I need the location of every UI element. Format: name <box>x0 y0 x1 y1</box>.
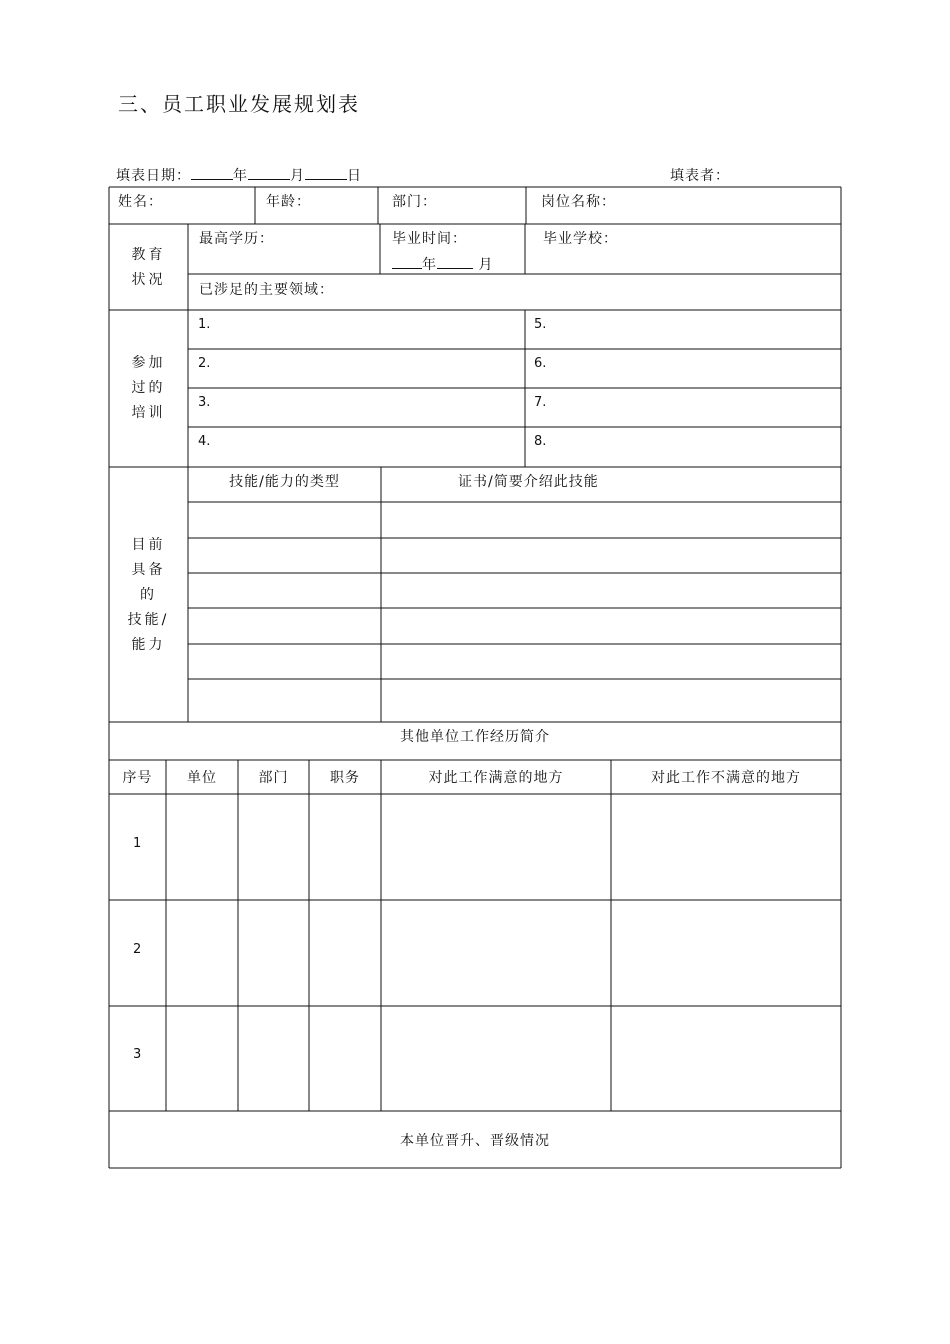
education-label-line: 教育 <box>131 247 166 263</box>
exp-row-index: 2 <box>133 942 142 957</box>
promotion-title: 本单位晋升、晋级情况 <box>400 1133 550 1149</box>
grad-month-label: 月 <box>478 257 494 273</box>
day-blank[interactable] <box>305 165 347 180</box>
skills-label-line: 目前 <box>131 537 166 553</box>
filler-label: 填表者： <box>670 168 730 184</box>
training-item[interactable]: 6. <box>534 356 547 371</box>
training-item[interactable]: 8. <box>534 434 547 449</box>
exp-header-unit: 单位 <box>187 770 217 786</box>
education-label <box>109 243 188 293</box>
position-field[interactable]: 岗位名称： <box>541 194 616 210</box>
grad-year-blank[interactable] <box>392 254 422 269</box>
skills-label-line: 的 <box>140 587 157 603</box>
fill-date <box>116 165 362 185</box>
training-label <box>109 351 188 426</box>
month-label: 月 <box>290 168 305 184</box>
exp-header-satisfied: 对此工作满意的地方 <box>428 770 564 786</box>
graduation-time-field[interactable]: 毕业时间： <box>392 231 467 247</box>
skills-label-line: 能力 <box>131 637 166 653</box>
exp-header-title: 职务 <box>330 770 360 786</box>
skills-label-line: 具备 <box>131 562 166 578</box>
fields-field[interactable]: 已涉足的主要领域： <box>199 282 334 298</box>
exp-row-index: 1 <box>133 836 142 851</box>
age-field[interactable]: 年龄： <box>266 194 311 210</box>
fill-date-label: 填表日期： <box>116 168 191 184</box>
skill-type-header: 技能/能力的类型 <box>229 474 340 490</box>
department-field[interactable]: 部门： <box>392 194 437 210</box>
skills-label-line: 技能/ <box>127 612 170 628</box>
grad-year-label: 年 <box>422 257 437 273</box>
skills-label <box>109 533 188 658</box>
experience-title: 其他单位工作经历简介 <box>400 729 550 745</box>
filler <box>670 165 730 185</box>
name-field[interactable]: 姓名： <box>118 194 163 210</box>
school-field[interactable]: 毕业学校： <box>543 231 618 247</box>
training-label-line: 培训 <box>131 405 166 421</box>
grad-month-blank[interactable] <box>437 254 473 269</box>
exp-header-index: 序号 <box>122 770 153 786</box>
month-blank[interactable] <box>248 165 290 180</box>
training-item[interactable]: 2. <box>198 356 211 371</box>
training-item[interactable]: 3. <box>198 395 211 410</box>
graduation-date <box>392 254 493 274</box>
year-blank[interactable] <box>191 165 233 180</box>
training-item[interactable]: 7. <box>534 395 547 410</box>
day-label: 日 <box>347 168 362 184</box>
exp-header-unsatisfied: 对此工作不满意的地方 <box>651 770 801 786</box>
exp-row-index: 3 <box>133 1047 142 1062</box>
exp-header-dept: 部门 <box>258 770 289 786</box>
highest-degree-field[interactable]: 最高学历： <box>199 231 274 247</box>
training-label-line: 过的 <box>131 380 166 396</box>
training-item[interactable]: 5. <box>534 317 547 332</box>
education-label-line: 状况 <box>131 272 166 288</box>
training-label-line: 参加 <box>131 355 166 371</box>
training-item[interactable]: 4. <box>198 434 211 449</box>
year-label: 年 <box>233 168 248 184</box>
training-item[interactable]: 1. <box>198 317 211 332</box>
skill-cert-header: 证书/简要介绍此技能 <box>458 474 599 490</box>
page-title: 三、员工职业发展规划表 <box>118 92 360 116</box>
